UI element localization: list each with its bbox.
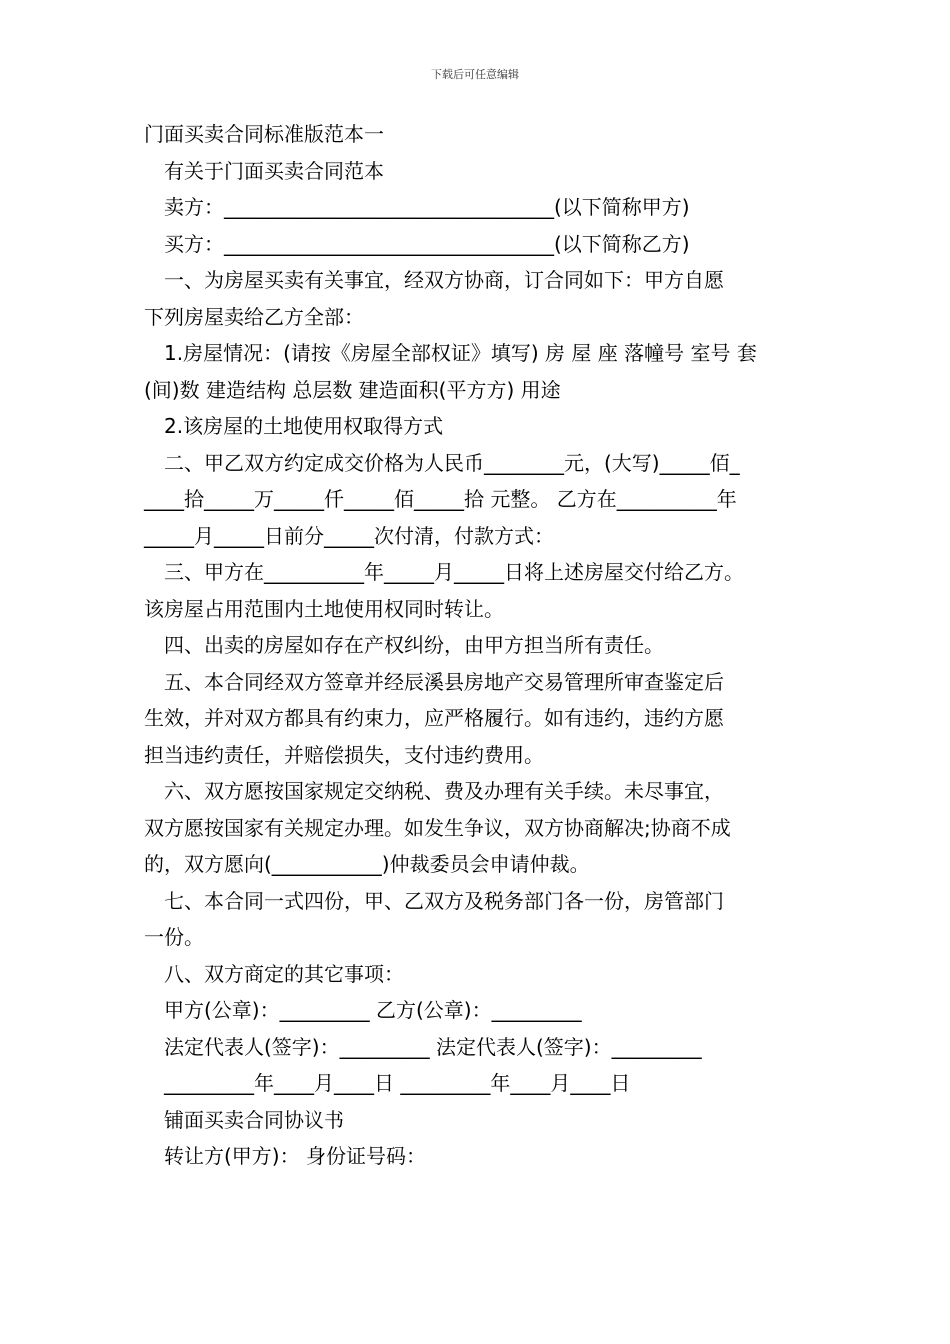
clause-5-line-1: 五、本合同经双方签章并经辰溪县房地产交易管理所审查鉴定后 — [164, 669, 724, 694]
signature-date-line: _________年____月____日 _________年____月____日 — [164, 1071, 631, 1095]
document-title: 门面买卖合同标准版范本一 — [144, 122, 384, 146]
clause-7-line-1: 七、本合同一式四份，甲、乙双方及税务部门各一份，房管部门 — [164, 888, 724, 913]
clause-2-line-3: _____月_____日前分_____次付清，付款方式： — [144, 523, 554, 548]
item-2-line: 2.该房屋的土地使用权取得方式 — [164, 414, 444, 438]
clause-6-line-2: 双方愿按国家有关规定办理。如发生争议，双方协商解决;协商不成 — [144, 815, 731, 840]
clause-6-line-3: 的，双方愿向(___________)仲裁委员会申请仲裁。 — [144, 852, 590, 876]
clause-7-line-2: 一份。 — [144, 925, 204, 949]
signature-representative-line: 法定代表人(签字)：_________ 法定代表人(签字)：_________ — [164, 1034, 702, 1059]
clause-3-line-2: 该房屋占用范围内土地使用权同时转让。 — [144, 596, 504, 621]
clause-5-line-2: 生效，并对双方都具有约束力，应严格履行。如有违约，违约方愿 — [144, 706, 724, 730]
item-1-line-1: 1.房屋情况：(请按《房屋全部权证》填写) 房 屋 座 落幢号 室号 套 — [164, 341, 757, 365]
page-header-note: 下载后可任意编辑 — [431, 68, 519, 81]
seller-line: 卖方：_________________________________(以下简称甲方) — [164, 195, 690, 219]
clause-8-line: 八、双方商定的其它事项： — [164, 961, 404, 986]
clause-1-line-1: 一、为房屋买卖有关事宜，经双方协商，订合同如下：甲方自愿 — [164, 268, 724, 292]
document-subtitle: 有关于门面买卖合同范本 — [164, 158, 384, 183]
signature-seal-line: 甲方(公章)：_________ 乙方(公章)：_________ — [164, 998, 582, 1022]
section-2-title: 铺面买卖合同协议书 — [164, 1107, 344, 1132]
clause-6-line-1: 六、双方愿按国家规定交纳税、费及办理有关手续。未尽事宜， — [164, 779, 724, 803]
item-1-line-2: (间)数 建造结构 总层数 建造面积(平方方) 用途 — [144, 377, 561, 402]
buyer-line: 买方：_________________________________(以下简称乙方) — [164, 231, 690, 256]
transferor-line: 转让方(甲方)： 身份证号码： — [164, 1144, 426, 1168]
clause-1-line-2: 下列房屋卖给乙方全部： — [144, 304, 364, 329]
clause-2-line-2: ____拾_____万_____仟_____佰_____拾 元整。 乙方在__________年 — [144, 487, 737, 511]
clause-4-line: 四、出卖的房屋如存在产权纠纷，由甲方担当所有责任。 — [164, 633, 664, 657]
clause-2-line-1: 二、甲乙双方约定成交价格为人民币________元，(大写)_____佰_ — [164, 450, 740, 475]
clause-5-line-3: 担当违约责任，并赔偿损失，支付违约费用。 — [144, 742, 544, 767]
document-body — [144, 116, 824, 1175]
clause-3-line-1: 三、甲方在__________年_____月_____日将上述房屋交付给乙方。 — [164, 560, 744, 584]
